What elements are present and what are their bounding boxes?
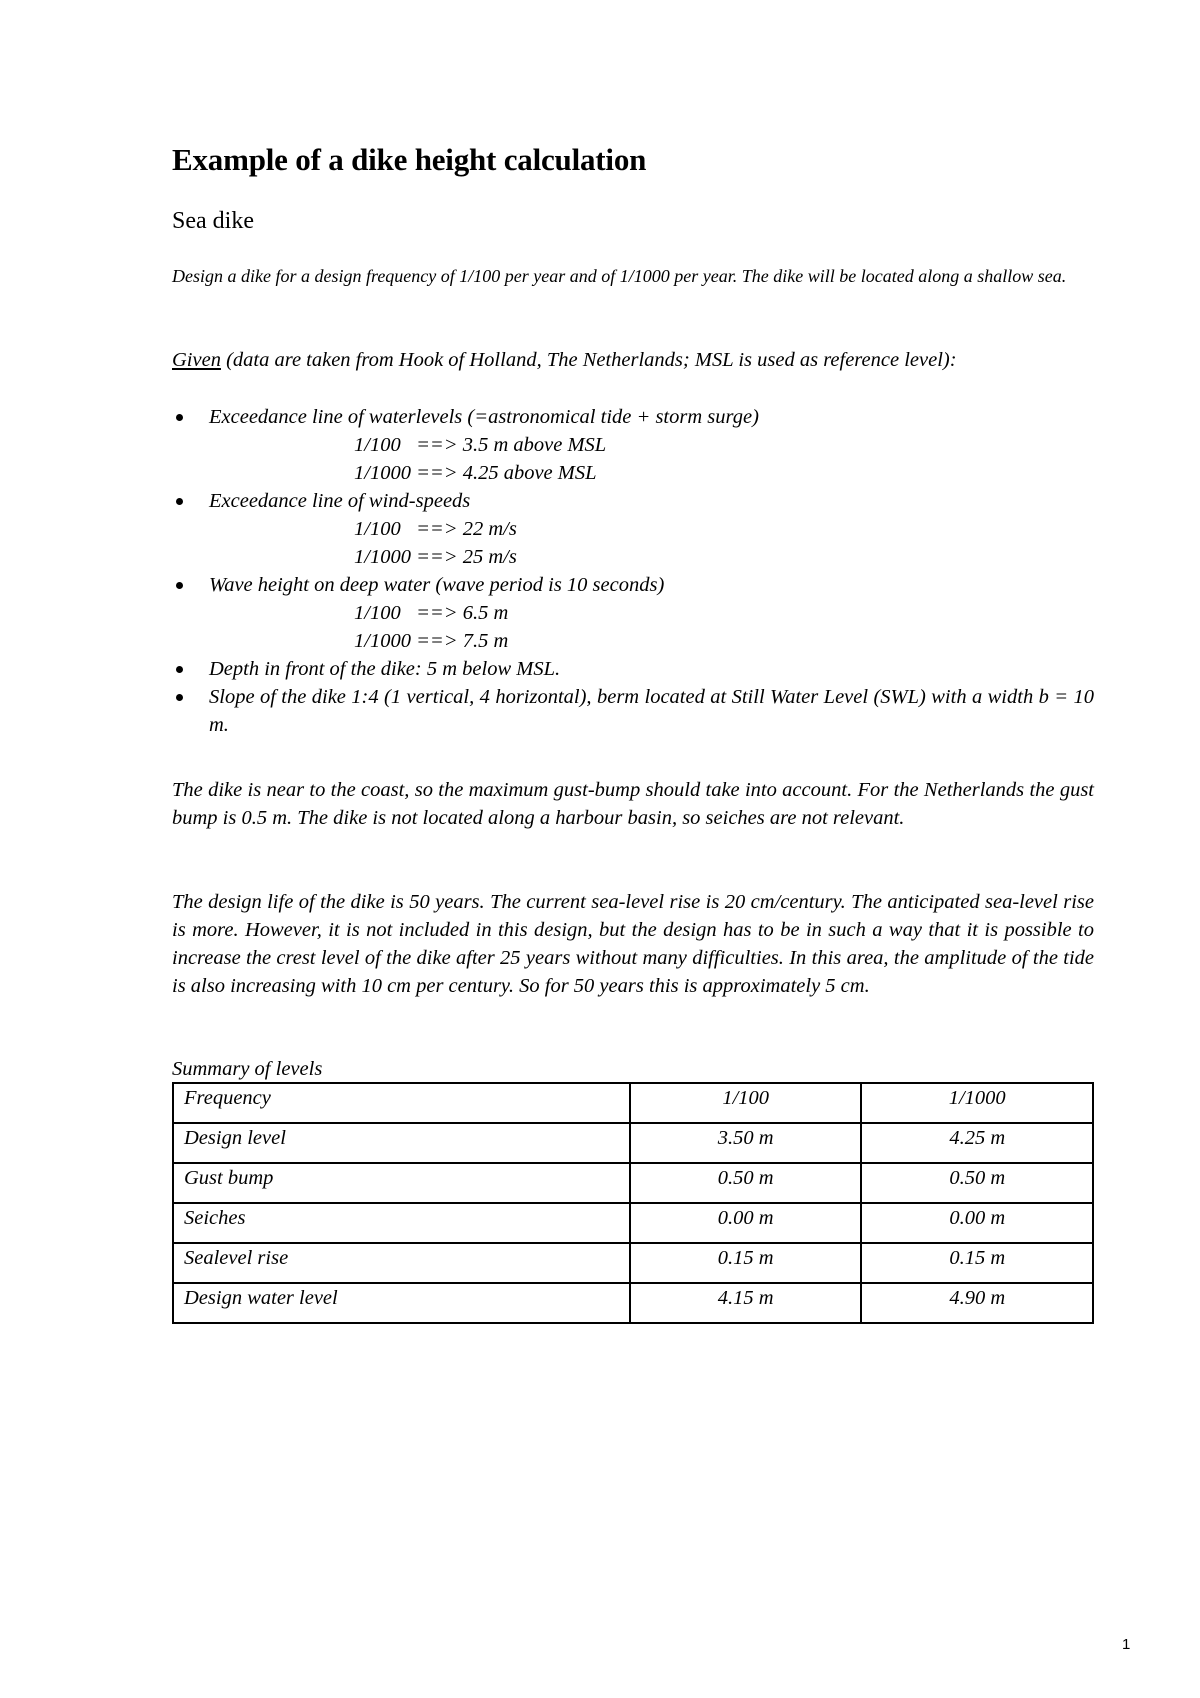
bullet-subline: 1/100 ==> 3.5 m above MSL <box>354 434 607 456</box>
summary-levels-table <box>172 1082 1094 1324</box>
document-title: Example of a dike height calculation <box>172 142 647 177</box>
table-cell: 3.50 m <box>630 1123 862 1163</box>
table-row <box>173 1163 1093 1203</box>
table-row <box>173 1083 1093 1123</box>
bullet-subline: 1/100 ==> 6.5 m <box>354 602 509 624</box>
bullet-subline: 1/1000 ==> 7.5 m <box>354 630 509 652</box>
given-heading <box>172 346 1094 374</box>
table-cell: 0.00 m <box>861 1203 1093 1243</box>
bullet-text: Wave height on deep water (wave period is 10 seconds) <box>209 574 665 596</box>
bullet-icon <box>176 498 183 505</box>
intro-paragraph: Design a dike for a design frequency of 1/100 per year and of 1/1000 per year. The dike will be located along a shallow sea. <box>172 266 1067 286</box>
table-cell: Design level <box>173 1123 630 1163</box>
table-row <box>173 1203 1093 1243</box>
table-cell: Frequency <box>173 1083 630 1123</box>
bullet-icon <box>176 414 183 421</box>
table-cell: Seiches <box>173 1203 630 1243</box>
table-cell: 0.15 m <box>861 1243 1093 1283</box>
table-cell: 0.00 m <box>630 1203 862 1243</box>
table-cell: 4.90 m <box>861 1283 1093 1323</box>
table-cell: 0.50 m <box>630 1163 862 1203</box>
given-description: (data are taken from Hook of Holland, The Netherlands; MSL is used as reference level): <box>220 349 957 371</box>
table-cell: 1/100 <box>630 1083 862 1123</box>
table-caption: Summary of levels <box>172 1058 323 1080</box>
bullet-icon <box>176 666 183 673</box>
given-bullet-list <box>172 403 1094 739</box>
design-life-paragraph: The design life of the dike is 50 years. The current sea-level rise is 20 cm/century. The anticipated sea-level rise is more. However, it is not included in this design, but the design has to be in such a way that it is possible to increase the crest level of the dike after 25 years without many difficulties. In this area, the amplitude of the tide is also increasing with 10 cm per century. So for 50 years this is approximately 5 cm. <box>172 891 1094 997</box>
bullet-icon <box>176 582 183 589</box>
bullet-subline: 1/1000 ==> 4.25 above MSL <box>354 462 597 484</box>
table-cell: 4.25 m <box>861 1123 1093 1163</box>
bullet-item <box>172 655 1094 683</box>
bullet-item <box>172 571 1094 655</box>
gust-bump-paragraph: The dike is near to the coast, so the maximum gust-bump should take into account. For the Netherlands the gust bump is 0.5 m. The dike is not located along a harbour basin, so seiches are not relevant. <box>172 779 1094 829</box>
bullet-item <box>172 487 1094 571</box>
bullet-text: Slope of the dike 1:4 (1 vertical, 4 horizontal), berm located at Still Water Level (SWL) with a width b = 10 m. <box>209 686 1094 736</box>
table-cell: 0.50 m <box>861 1163 1093 1203</box>
bullet-text: Exceedance line of wind-speeds <box>209 490 471 512</box>
table-cell: Design water level <box>173 1283 630 1323</box>
page-number: 1 <box>1122 1636 1131 1653</box>
bullet-item <box>172 403 1094 487</box>
table-cell: 4.15 m <box>630 1283 862 1323</box>
section-subtitle: Sea dike <box>172 208 254 234</box>
table-row <box>173 1243 1093 1283</box>
table-cell: 0.15 m <box>630 1243 862 1283</box>
table-cell: 1/1000 <box>861 1083 1093 1123</box>
table-row <box>173 1123 1093 1163</box>
bullet-icon <box>176 694 183 701</box>
bullet-subline: 1/1000 ==> 25 m/s <box>354 546 517 568</box>
bullet-subline: 1/100 ==> 22 m/s <box>354 518 517 540</box>
bullet-text: Depth in front of the dike: 5 m below MSL. <box>209 658 561 680</box>
table-cell: Gust bump <box>173 1163 630 1203</box>
table-cell: Sealevel rise <box>173 1243 630 1283</box>
bullet-item <box>172 683 1094 739</box>
table-row <box>173 1283 1093 1323</box>
bullet-text: Exceedance line of waterlevels (=astronomical tide + storm surge) <box>209 406 759 428</box>
given-label: Given <box>172 349 221 371</box>
